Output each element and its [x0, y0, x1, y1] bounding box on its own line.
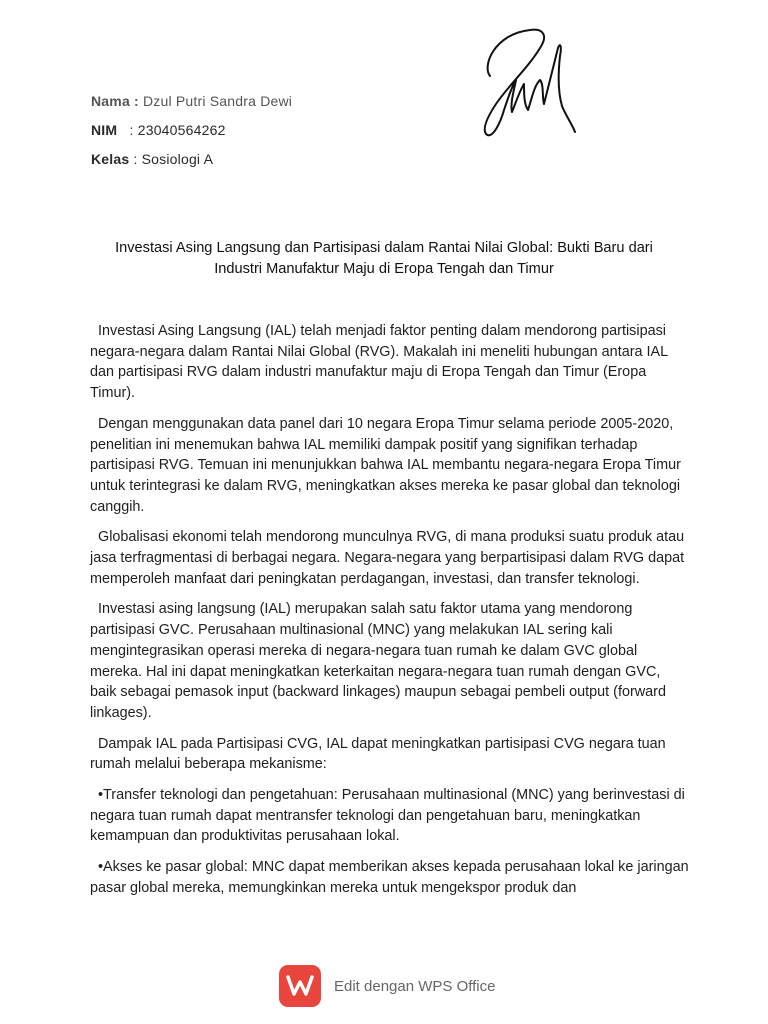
- bullet-paragraph: •Akses ke pasar global: MNC dapat memberikan akses kepada perusahaan lokal ke jaringan pasar global mereka, memungkinkan mereka untuk mengekspor produk dan: [90, 859, 689, 896]
- kelas-label: Kelas: [91, 151, 130, 167]
- edit-with-wps-link[interactable]: Edit dengan WPS Office: [334, 977, 496, 995]
- document-title: [90, 238, 678, 280]
- nama-line: [91, 93, 292, 109]
- paragraph: Globalisasi ekonomi telah mendorong munculnya RVG, di mana produksi suatu produk atau jasa terfragmentasi di berbagai negara. Negara-negara yang berpartisipasi dalam RVG dapat memperoleh manfaat dari peningkatan perdagangan, investasi, dan transfer teknologi.: [90, 529, 685, 587]
- nim-line: [91, 122, 226, 138]
- nim-value: : 23040564262: [129, 122, 226, 138]
- nama-label: Nama :: [91, 93, 139, 109]
- paragraph: Investasi asing langsung (IAL) merupakan salah satu faktor utama yang mendorong partisipasi GVC. Perusahaan multinasional (MNC) yang melakukan IAL sering kali mengintegrasikan operasi mereka di negara-negara tuan rumah ke dalam GVC global mereka. Hal ini dapat meningkatkan keterkaitan negara-negara tuan rumah dengan GVC, baik sebagai pemasok input (backward linkages) maupun sebagai pembeli output (forward linkages).: [90, 601, 666, 721]
- nim-label: NIM: [91, 122, 118, 138]
- bullet-paragraph: •Transfer teknologi dan pengetahuan: Perusahaan multinasional (MNC) yang berinvestasi di negara tuan rumah dapat mentransfer teknologi dan pengetahuan baru, meningkatkan kemampuan dan produktivitas perusahaan lokal.: [90, 787, 685, 845]
- wps-office-logo-icon: [279, 965, 321, 1007]
- title-line-1: Investasi Asing Langsung dan Partisipasi dalam Rantai Nilai Global: Bukti Baru dari: [115, 240, 653, 256]
- title-line-2: Industri Manufaktur Maju di Eropa Tengah dan Timur: [214, 261, 554, 277]
- wps-edit-banner[interactable]: [279, 964, 495, 1008]
- paragraph: Dengan menggunakan data panel dari 10 negara Eropa Timur selama periode 2005-2020, penelitian ini menemukan bahwa IAL memiliki dampak positif yang signifikan terhadap partisipasi RVG. Temuan ini menunjukkan bahwa IAL membantu negara-negara Eropa Timur untuk terintegrasi ke dalam RVG, meningkatkan akses mereka ke pasar global dan teknologi canggih.: [90, 415, 681, 515]
- paragraph: Dampak IAL pada Partisipasi CVG, IAL dapat meningkatkan partisipasi CVG negara tuan rumah melalui beberapa mekanisme:: [90, 735, 666, 773]
- handwritten-signature: [478, 24, 578, 144]
- kelas-line: [91, 151, 213, 167]
- document-body: [90, 321, 690, 909]
- paragraph: Investasi Asing Langsung (IAL) telah menjadi faktor penting dalam mendorong partisipasi negara-negara dalam Rantai Nilai Global (RVG). Makalah ini meneliti hubungan antara IAL dan partisipasi RVG dalam industri manufaktur maju di Eropa Tengah dan Timur (Eropa Timur).: [90, 323, 668, 402]
- nama-value: Dzul Putri Sandra Dewi: [142, 93, 293, 109]
- kelas-value: : Sosiologi A: [133, 151, 214, 167]
